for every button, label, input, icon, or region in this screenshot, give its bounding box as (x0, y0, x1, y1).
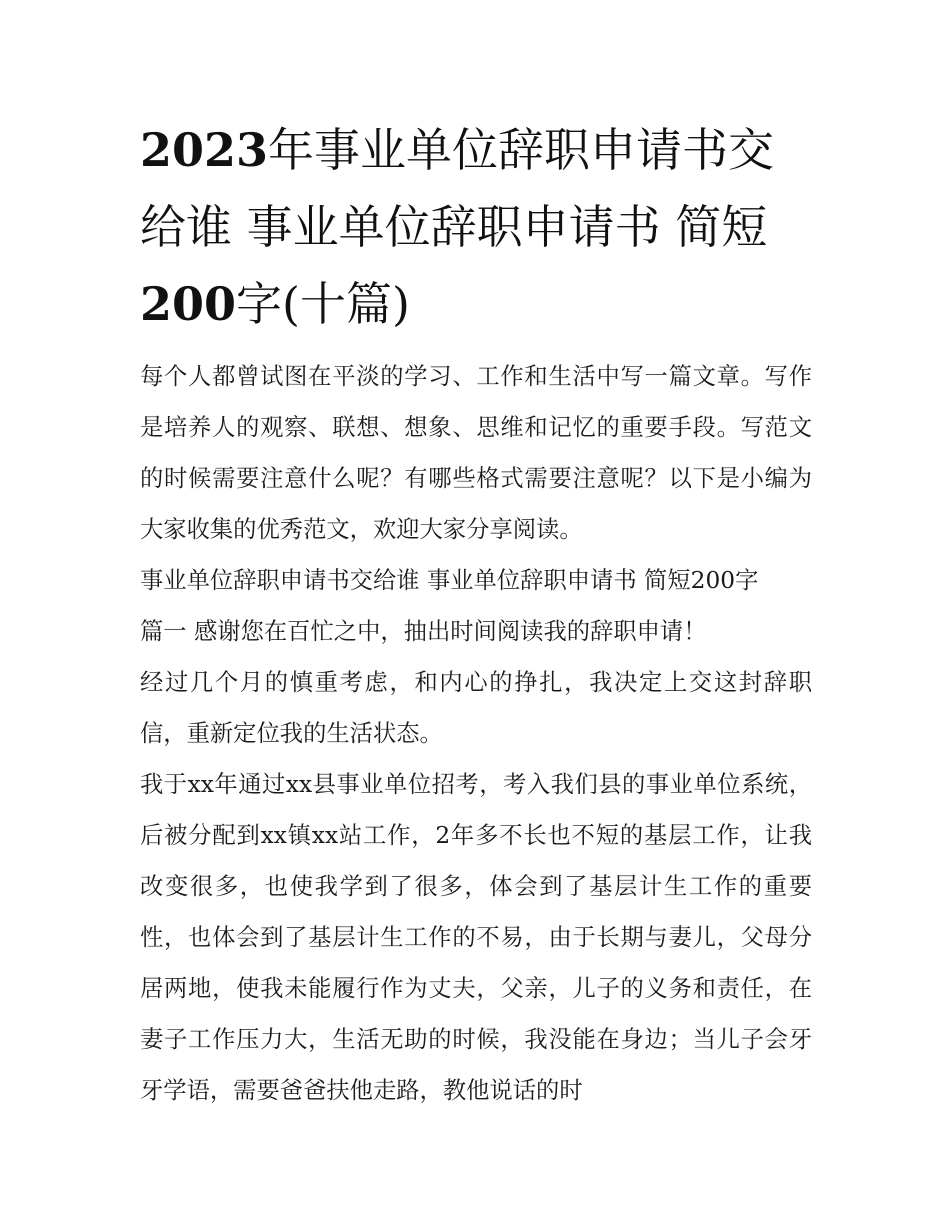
letter-opening: 篇一 感谢您在百忙之中，抽出时间阅读我的辞职申请！ (140, 618, 707, 645)
letter-paragraph-decision: 经过几个月的慎重考虑，和内心的挣扎，我决定上交这封辞职信，重新定位我的生活状态。 (140, 669, 812, 747)
intro-paragraph: 每个人都曾试图在平淡的学习、工作和生活中写一篇文章。写作是培养人的观察、联想、想象、思维和记忆的重要手段。写范文的时候需要注意什么呢？有哪些格式需要注意呢？以下是小编为大家收集的优秀范文，欢迎大家分享阅读。 (140, 363, 812, 543)
title-text-end: 字(十篇) (236, 277, 410, 331)
letter-paragraph-background: 我于xx年通过xx县事业单位招考，考入我们县的事业单位系统，后被分配到xx镇xx站工作，2年多不长也不短的基层工作，让我改变很多，也使我学到了很多，体会到了基层计生工作的重要性，也体会到了基层计生工作的不易，由于长期与妻儿，父母分居两地，使我未能履行作为丈夫，父亲，儿子的义务和责任，在妻子工作压力大，生活无助的时候，我没能在身边；当儿子会牙牙学语，需要爸爸扶他走路，教他说话的时 (140, 771, 812, 1104)
title-text-main: 年事业单位辞职申请书交给谁 事业单位辞职申请书 简短 (140, 123, 775, 254)
document-title (140, 112, 812, 343)
document-page (140, 112, 812, 1116)
section-heading: 事业单位辞职申请书交给谁 事业单位辞职申请书 简短200字 (140, 567, 759, 594)
document-body (140, 351, 812, 1116)
title-number: 200 (140, 277, 237, 331)
title-year: 2023 (140, 123, 269, 177)
